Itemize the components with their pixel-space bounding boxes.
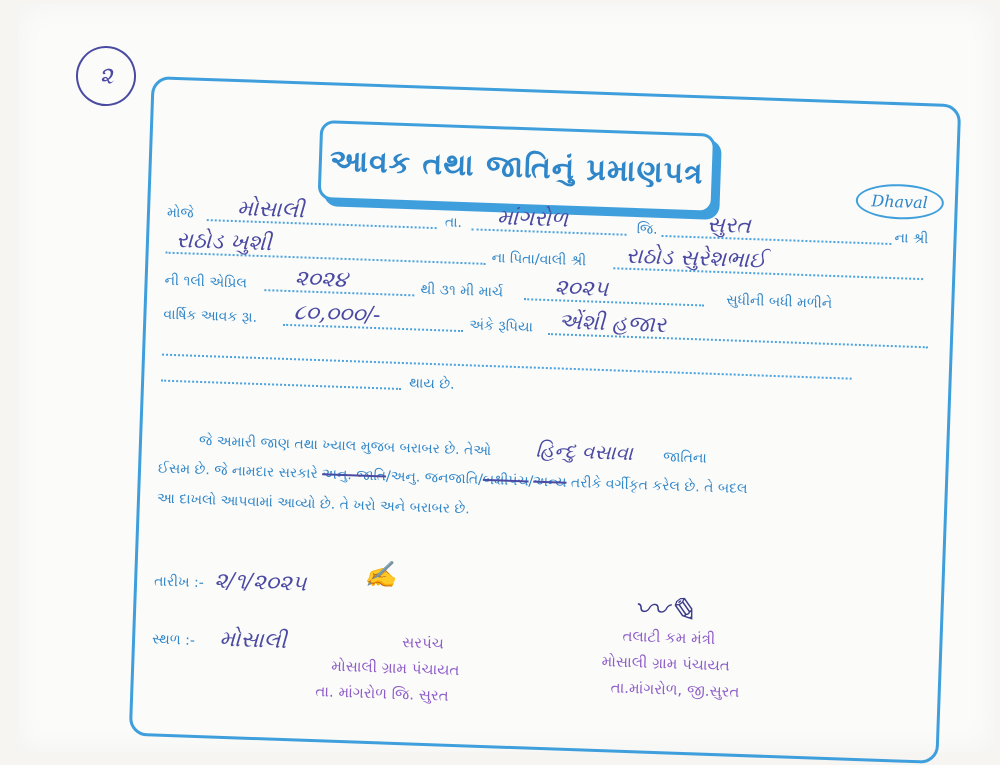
sarpanch-stamp-line1: મોસાલી ગ્રામ પંચાયત — [330, 656, 460, 680]
to-value: ૨૦૨૫ — [554, 275, 609, 303]
income-label: વાર્ષિક આવક રૂા. — [163, 306, 258, 326]
na-shri-label: ના શ્રી — [894, 230, 929, 248]
talati-stamp-line1: મોસાલી ગ્રામ પંચાયત — [601, 652, 731, 675]
ta-value: માંગરોળ — [496, 205, 569, 233]
body-text-2b: /અનુ. જનજાતિ/ — [385, 468, 484, 488]
talati-stamp-line2: તા.માંગરોળ, જી.સુરત — [610, 678, 740, 701]
to-label: થી ૩૧ મી માર્ચ — [420, 281, 504, 301]
sarpanch-signature: ✍ — [363, 559, 398, 591]
caste-suffix: જાતિના — [662, 449, 708, 467]
becomes-label: થાય છે. — [408, 375, 455, 393]
struck-bakshi: બક્ષીપંચ — [482, 471, 529, 490]
ta-label: તા. — [444, 214, 463, 231]
title-box — [318, 120, 717, 214]
from-value: ૨૦૨૪ — [294, 266, 348, 294]
struck-sc: અનુ. જાતિ — [321, 466, 387, 485]
page-number-circle: ૨ — [71, 41, 141, 111]
father-label: ના પિતા/વાલી શ્રી — [491, 250, 587, 270]
place-label: સ્થળ :- — [151, 631, 196, 649]
ji-label: જિ. — [636, 221, 658, 238]
body-text-1: જે અમારી જાણ તથા ખ્યાલ મુજબ બરાબર છે. તેઓ — [198, 432, 492, 460]
to-line — [524, 298, 704, 306]
certificate — [129, 76, 962, 764]
moje-value: મોસાલી — [236, 196, 305, 224]
date-value: ૨/૧/૨૦૨૫ — [213, 568, 307, 597]
words-value: એંશી હજાર — [557, 309, 667, 339]
date-label: તારીખ :- — [153, 573, 205, 592]
body-line-3: આ દાખલો આપવામાં આવ્યો છે. તે ખરો અને બરાબર છે. — [156, 490, 471, 518]
moje-label: મોજે — [166, 204, 194, 222]
talati-title: તલાટી કમ મંત્રી — [622, 626, 716, 649]
income-value: ૮૦,૦૦૦/- — [293, 300, 381, 329]
place-value: મોસાલી — [218, 626, 287, 655]
body-text-2d: તરીકે વર્ગીકૃત કરેલ છે. તે બદલ — [570, 474, 748, 498]
caste-value: હિન્દુ વસાવા — [535, 437, 634, 466]
till-label: સુધીની બધી મળીને — [726, 292, 833, 312]
certificate-title: આવક તથા જાતિનું પ્રમાણપત્ર — [329, 142, 705, 191]
talati-signature: 〰✎ — [632, 589, 697, 632]
brand-logo: Dhaval — [855, 183, 945, 221]
from-label: ની ૧લી એપ્રિલ — [164, 272, 248, 292]
sarpanch-title: સરપંચ — [401, 633, 445, 653]
struck-anya: અન્ય — [532, 473, 567, 491]
words-label: અંકે રૂપિયા — [468, 317, 534, 336]
name-value: રાઠોડ ખુશી — [175, 228, 272, 257]
body-text-2c: / — [528, 473, 534, 490]
body-text-2a: ઈસમ છે. જે નામદાર સરકારે — [157, 460, 318, 483]
sarpanch-stamp-line2: તા. માંગરોળ જિ. સુરત — [315, 682, 449, 705]
father-value: રાઠોડ સુરેશભાઈ — [625, 243, 767, 274]
ji-value: સુરત — [706, 212, 752, 240]
